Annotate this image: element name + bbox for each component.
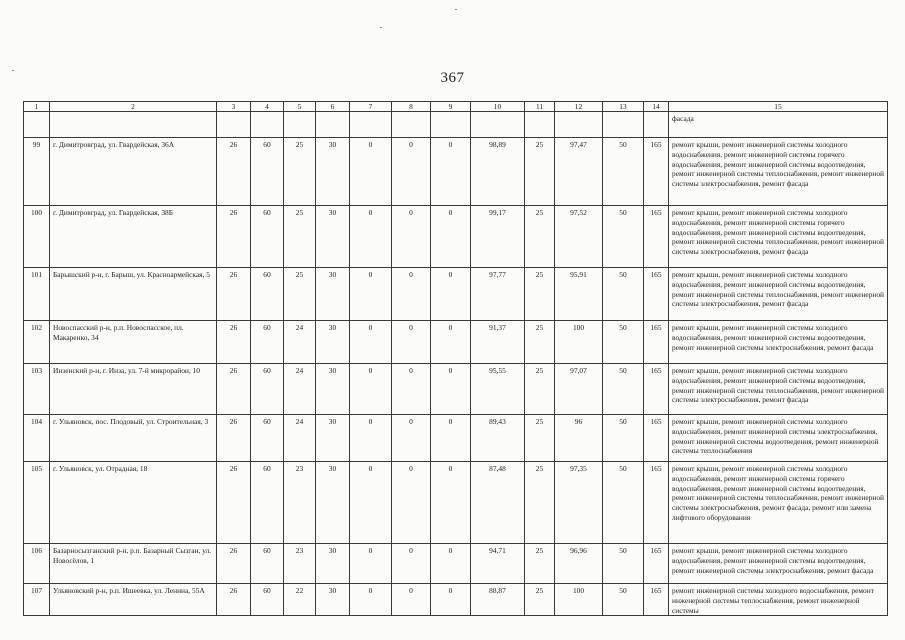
value-cell-6: 30 bbox=[316, 415, 350, 462]
column-number: 2 bbox=[50, 102, 217, 112]
works-cell: ремонт крыши, ремонт инженерной системы холодного водоснабжения, ремонт инженерной системы водоотведения, ремонт инженерной системы теплоснабжения, ремонт инженерной системы электроснабжения, ремонт фасада bbox=[669, 364, 888, 415]
value-cell-4: 60 bbox=[251, 415, 284, 462]
value-cell-9: 0 bbox=[431, 321, 471, 364]
value-cell-5: 23 bbox=[284, 462, 316, 544]
value-cell-8: 0 bbox=[392, 321, 431, 364]
value-cell-8: 0 bbox=[392, 268, 431, 321]
value-cell-14: 165 bbox=[644, 462, 669, 544]
table-row bbox=[24, 206, 888, 268]
value-cell-12: 96 bbox=[555, 415, 603, 462]
value-cell-11: 25 bbox=[525, 544, 555, 584]
value-cell-12: 97,47 bbox=[555, 138, 603, 206]
value-cell-13: 50 bbox=[603, 415, 644, 462]
value-cell-6: 30 bbox=[316, 364, 350, 415]
value-cell-11: 25 bbox=[525, 321, 555, 364]
value-cell-3: 26 bbox=[217, 268, 251, 321]
address-cell: Новоспасский р-н, р.п. Новоспасское, пл. Макаренко, 34 bbox=[50, 321, 217, 364]
value-cell-5: 25 bbox=[284, 138, 316, 206]
works-cell: ремонт крыши, ремонт инженерной системы холодного водоснабжения, ремонт инженерной системы водоотведения, ремонт инженерной системы электроснабжения, ремонт фасада bbox=[669, 321, 888, 364]
value-cell-3: 26 bbox=[217, 462, 251, 544]
value-cell-13: 50 bbox=[603, 268, 644, 321]
value-cell-7: 0 bbox=[350, 206, 392, 268]
table-row bbox=[24, 138, 888, 206]
value-cell-4: 60 bbox=[251, 364, 284, 415]
column-number: 8 bbox=[392, 102, 431, 112]
value-cell-14: 165 bbox=[644, 138, 669, 206]
value-cell-5: 25 bbox=[284, 268, 316, 321]
value-cell-7: 0 bbox=[350, 268, 392, 321]
value-cell-9: 0 bbox=[431, 364, 471, 415]
value-cell-8: 0 bbox=[392, 415, 431, 462]
value-cell-3: 26 bbox=[217, 138, 251, 206]
column-number: 6 bbox=[316, 102, 350, 112]
address-cell: г. Димитровград, ул. Гвардейская, 38Б bbox=[50, 206, 217, 268]
value-cell-3: 26 bbox=[217, 206, 251, 268]
address-cell: Барышский р-н, г. Барыш, ул. Красноармейская, 5 bbox=[50, 268, 217, 321]
value-cell-10: 97,77 bbox=[471, 268, 525, 321]
value-cell-13: 50 bbox=[603, 206, 644, 268]
value-cell-4: 60 bbox=[251, 462, 284, 544]
value-cell-14: 165 bbox=[644, 584, 669, 616]
value-cell-3: 26 bbox=[217, 584, 251, 616]
column-number: 3 bbox=[217, 102, 251, 112]
value-cell-3: 26 bbox=[217, 415, 251, 462]
column-number: 10 bbox=[471, 102, 525, 112]
value-cell-8: 0 bbox=[392, 206, 431, 268]
value-cell-12: 97,35 bbox=[555, 462, 603, 544]
table-row bbox=[24, 321, 888, 364]
value-cell-8: 0 bbox=[392, 364, 431, 415]
works-cell: ремонт крыши, ремонт инженерной системы холодного водоснабжения, ремонт инженерной системы горячего водоснабжения, ремонт инженерной системы водоотведения, ремонт инженерной системы теплоснабжения, ремонт инженерной системы электроснабжения, ремонт фасада bbox=[669, 138, 888, 206]
value-cell-10: 99,17 bbox=[471, 206, 525, 268]
address-cell: г. Ульяновск, пос. Плодовый, ул. Строительная, 3 bbox=[50, 415, 217, 462]
column-number: 9 bbox=[431, 102, 471, 112]
value-cell-7: 0 bbox=[350, 544, 392, 584]
value-cell-9: 0 bbox=[431, 138, 471, 206]
value-cell-5: 24 bbox=[284, 364, 316, 415]
value-cell-7: 0 bbox=[350, 462, 392, 544]
value-cell-8: 0 bbox=[392, 584, 431, 616]
column-number: 1 bbox=[24, 102, 50, 112]
value-cell-14: 165 bbox=[644, 268, 669, 321]
value-cell-6: 30 bbox=[316, 268, 350, 321]
value-cell-11: 25 bbox=[525, 415, 555, 462]
value-cell-5: 22 bbox=[284, 584, 316, 616]
value-cell-4: 60 bbox=[251, 544, 284, 584]
page-number: 367 bbox=[440, 70, 465, 86]
value-cell-7: 0 bbox=[350, 415, 392, 462]
table-row bbox=[24, 415, 888, 462]
column-number: 4 bbox=[251, 102, 284, 112]
value-cell-6: 30 bbox=[316, 584, 350, 616]
works-cell: ремонт крыши, ремонт инженерной системы холодного водоснабжения, ремонт инженерной системы горячего водоснабжения, ремонт инженерной системы водоотведения, ремонт инженерной системы теплоснабжения, ремонт инженерной системы электроснабжения, ремонт фасада bbox=[669, 206, 888, 268]
value-cell-10: 98,89 bbox=[471, 138, 525, 206]
continuation-text: фасада bbox=[669, 112, 888, 138]
value-cell-14: 165 bbox=[644, 321, 669, 364]
value-cell-6: 30 bbox=[316, 138, 350, 206]
column-number: 5 bbox=[284, 102, 316, 112]
value-cell-7: 0 bbox=[350, 584, 392, 616]
value-cell-4: 60 bbox=[251, 268, 284, 321]
value-cell-11: 25 bbox=[525, 584, 555, 616]
works-cell: ремонт крыши, ремонт инженерной системы холодного водоснабжения, ремонт инженерной системы водоотведения, ремонт инженерной системы теплоснабжения, ремонт инженерной системы электроснабжения, ремонт фасада bbox=[669, 268, 888, 321]
column-number: 14 bbox=[644, 102, 669, 112]
value-cell-12: 97,07 bbox=[555, 364, 603, 415]
value-cell-12: 100 bbox=[555, 321, 603, 364]
value-cell-6: 30 bbox=[316, 544, 350, 584]
value-cell-4: 60 bbox=[251, 138, 284, 206]
capital-repair-table bbox=[23, 101, 888, 616]
value-cell-13: 50 bbox=[603, 584, 644, 616]
works-cell: ремонт крыши, ремонт инженерной системы холодного водоснабжения, ремонт инженерной системы горячего водоснабжения, ремонт инженерной системы водоотведения, ремонт инженерной системы теплоснабжения, ремонт инженерной системы электроснабжения, ремонт фасада, ремонт или замена лифтового оборудования bbox=[669, 462, 888, 544]
address-cell: Ульяновский р-н, р.п. Ишеевка, ул. Ленина, 55А bbox=[50, 584, 217, 616]
row-number-cell: 103 bbox=[24, 364, 50, 415]
value-cell-10: 88,87 bbox=[471, 584, 525, 616]
value-cell-13: 50 bbox=[603, 462, 644, 544]
value-cell-3: 26 bbox=[217, 364, 251, 415]
value-cell-13: 50 bbox=[603, 544, 644, 584]
value-cell-14: 165 bbox=[644, 415, 669, 462]
value-cell-13: 50 bbox=[603, 321, 644, 364]
value-cell-11: 25 bbox=[525, 268, 555, 321]
value-cell-14: 165 bbox=[644, 206, 669, 268]
value-cell-7: 0 bbox=[350, 321, 392, 364]
works-cell: ремонт крыши, ремонт инженерной системы холодного водоснабжения, ремонт инженерной системы водоотведения, ремонт инженерной системы электроснабжения, ремонт фасада bbox=[669, 544, 888, 584]
table-row bbox=[24, 268, 888, 321]
value-cell-11: 25 bbox=[525, 206, 555, 268]
value-cell-9: 0 bbox=[431, 268, 471, 321]
value-cell-7: 0 bbox=[350, 138, 392, 206]
column-number: 12 bbox=[555, 102, 603, 112]
value-cell-14: 165 bbox=[644, 364, 669, 415]
value-cell-14: 165 bbox=[644, 544, 669, 584]
column-number-row bbox=[24, 102, 888, 112]
value-cell-5: 24 bbox=[284, 415, 316, 462]
value-cell-8: 0 bbox=[392, 462, 431, 544]
value-cell-5: 24 bbox=[284, 321, 316, 364]
row-number-cell: 104 bbox=[24, 415, 50, 462]
value-cell-10: 91,37 bbox=[471, 321, 525, 364]
value-cell-12: 95,91 bbox=[555, 268, 603, 321]
value-cell-12: 100 bbox=[555, 584, 603, 616]
value-cell-9: 0 bbox=[431, 462, 471, 544]
value-cell-3: 26 bbox=[217, 321, 251, 364]
row-number-cell: 101 bbox=[24, 268, 50, 321]
value-cell-11: 25 bbox=[525, 364, 555, 415]
table-row bbox=[24, 544, 888, 584]
value-cell-12: 96,96 bbox=[555, 544, 603, 584]
value-cell-3: 26 bbox=[217, 544, 251, 584]
value-cell-4: 60 bbox=[251, 206, 284, 268]
value-cell-11: 25 bbox=[525, 462, 555, 544]
value-cell-10: 95,55 bbox=[471, 364, 525, 415]
value-cell-5: 23 bbox=[284, 544, 316, 584]
row-number-cell: 99 bbox=[24, 138, 50, 206]
value-cell-6: 30 bbox=[316, 206, 350, 268]
table-row bbox=[24, 584, 888, 616]
address-cell: Инзенский р-н, г. Инза, ул. 7-й микрорайон, 10 bbox=[50, 364, 217, 415]
column-number: 7 bbox=[350, 102, 392, 112]
row-number-cell: 105 bbox=[24, 462, 50, 544]
value-cell-9: 0 bbox=[431, 415, 471, 462]
value-cell-12: 97,52 bbox=[555, 206, 603, 268]
value-cell-10: 94,71 bbox=[471, 544, 525, 584]
address-cell: г. Ульяновск, ул. Отрадная, 18 bbox=[50, 462, 217, 544]
value-cell-9: 0 bbox=[431, 544, 471, 584]
address-cell: г. Димитровград, ул. Гвардейская, 36А bbox=[50, 138, 217, 206]
value-cell-8: 0 bbox=[392, 138, 431, 206]
row-number-cell: 106 bbox=[24, 544, 50, 584]
works-cell: ремонт инженерной системы холодного водоснабжения, ремонт инженерной системы теплоснабжения, ремонт инженерной системы bbox=[669, 584, 888, 616]
value-cell-4: 60 bbox=[251, 584, 284, 616]
value-cell-6: 30 bbox=[316, 321, 350, 364]
value-cell-11: 25 bbox=[525, 138, 555, 206]
value-cell-13: 50 bbox=[603, 138, 644, 206]
column-number: 15 bbox=[669, 102, 888, 112]
value-cell-10: 87,48 bbox=[471, 462, 525, 544]
address-cell: Базарносызганский р-н, р.п. Базарный Сызган, ул. Новосёлов, 1 bbox=[50, 544, 217, 584]
value-cell-8: 0 bbox=[392, 544, 431, 584]
value-cell-4: 60 bbox=[251, 321, 284, 364]
works-cell: ремонт крыши, ремонт инженерной системы холодного водоснабжения, ремонт инженерной системы электроснабжения, ремонт инженерной системы водоотведения, ремонт инженерной системы теплоснабжения bbox=[669, 415, 888, 462]
value-cell-5: 25 bbox=[284, 206, 316, 268]
row-number-cell: 100 bbox=[24, 206, 50, 268]
value-cell-10: 89,43 bbox=[471, 415, 525, 462]
table-row bbox=[24, 462, 888, 544]
value-cell-9: 0 bbox=[431, 206, 471, 268]
continuation-row bbox=[24, 112, 888, 138]
value-cell-9: 0 bbox=[431, 584, 471, 616]
table-row bbox=[24, 364, 888, 415]
column-number: 13 bbox=[603, 102, 644, 112]
column-number: 11 bbox=[525, 102, 555, 112]
value-cell-6: 30 bbox=[316, 462, 350, 544]
row-number-cell: 107 bbox=[24, 584, 50, 616]
value-cell-7: 0 bbox=[350, 364, 392, 415]
value-cell-13: 50 bbox=[603, 364, 644, 415]
row-number-cell: 102 bbox=[24, 321, 50, 364]
